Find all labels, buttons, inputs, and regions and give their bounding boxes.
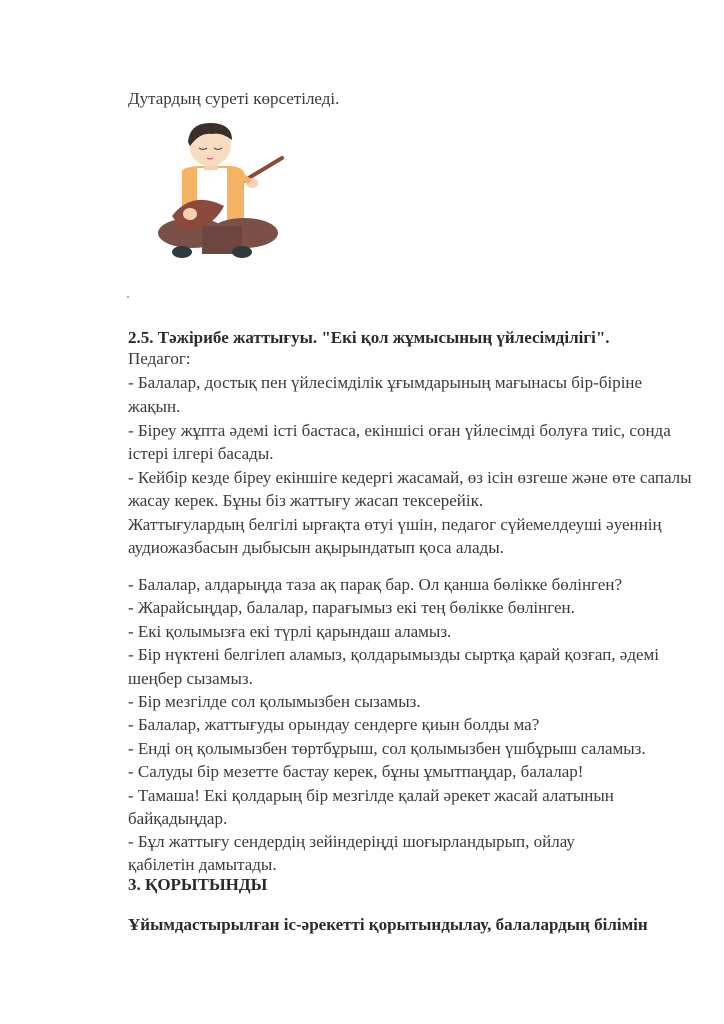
paragraph-line: - Біреу жұпта әдемі істі бастаса, екіншісі оған үйлесімді болуға тиіс, сонда xyxy=(128,421,671,440)
scan-speck xyxy=(127,296,129,298)
exercise-line: - Бір нүктені белгілеп аламыз, қолдарымызды сыртқа қарай қозғап, әдемі xyxy=(128,645,660,664)
exercise-line: - Бұл жаттығу сендердің зейіндеріңді шоғырландырып, ойлау xyxy=(128,832,575,851)
speaker-label: Педагог: xyxy=(128,349,191,368)
exercise-line: қабілетін дамытады. xyxy=(128,855,277,874)
paragraph-line: жасау керек. Бұны біз жаттығу жасап тексерейік. xyxy=(128,491,484,510)
exercise-line: - Тамаша! Екі қолдарың бір мезгілде қалай әрекет жасай алатынын xyxy=(128,786,614,805)
exercise-line: - Жарайсыңдар, балалар, парағымыз екі тең бөлікке бөлінген. xyxy=(128,598,575,617)
exercise-line: - Балалар, жаттығуды орындау сендерге қиын болды ма? xyxy=(128,715,540,734)
paragraph-line: аудиожазбасын дыбысын ақырындатып қоса алады. xyxy=(128,538,504,557)
paragraph-line: - Балалар, достық пен үйлесімділік ұғымдарының мағынасы бір-біріне xyxy=(128,373,643,392)
exercise-line: - Енді оң қолымызбен төртбұрыш, сол қолымызбен үшбұрыш саламыз. xyxy=(128,739,646,758)
intro-line: Дутардың суреті көрсетіледі. xyxy=(128,89,340,108)
exercise-line: - Салуды бір мезетте бастау керек, бұны ұмытпаңдар, балалар! xyxy=(128,762,584,781)
section-3-heading: 3. ҚОРЫТЫНДЫ xyxy=(128,875,268,894)
exercise-line: шеңбер сызамыз. xyxy=(128,669,253,688)
exercise-line: - Бір мезгілде сол қолымызбен сызамыз. xyxy=(128,692,421,711)
paragraph-line: жақын. xyxy=(128,397,181,416)
exercise-line: байқадыңдар. xyxy=(128,809,228,828)
section-2-5-heading: 2.5. Тәжірибе жаттығуы. "Екі қол жұмысының үйлесімділігі". xyxy=(128,328,610,347)
section-3-subheading: Ұйымдастырылған іс-әрекетті қорытындылау, балалардың білімін xyxy=(128,915,648,934)
paragraph-line: - Кейбір кезде біреу екіншіге кедергі жасамай, өз ісін өзгеше және өте сапалы xyxy=(128,468,692,487)
paragraph-line: істері ілгері басады. xyxy=(128,444,274,463)
exercise-line: - Екі қолымызға екі түрлі қарындаш аламыз. xyxy=(128,622,452,641)
exercise-line: - Балалар, алдарыңда таза ақ парақ бар. Ол қанша бөлікке бөлінген? xyxy=(128,575,622,594)
boy-playing-dombra-illustration xyxy=(152,118,287,268)
paragraph-line: Жаттығулардың белгілі ырғақта өтуі үшін, педагог сүйемелдеуші әуеннің xyxy=(128,515,662,534)
